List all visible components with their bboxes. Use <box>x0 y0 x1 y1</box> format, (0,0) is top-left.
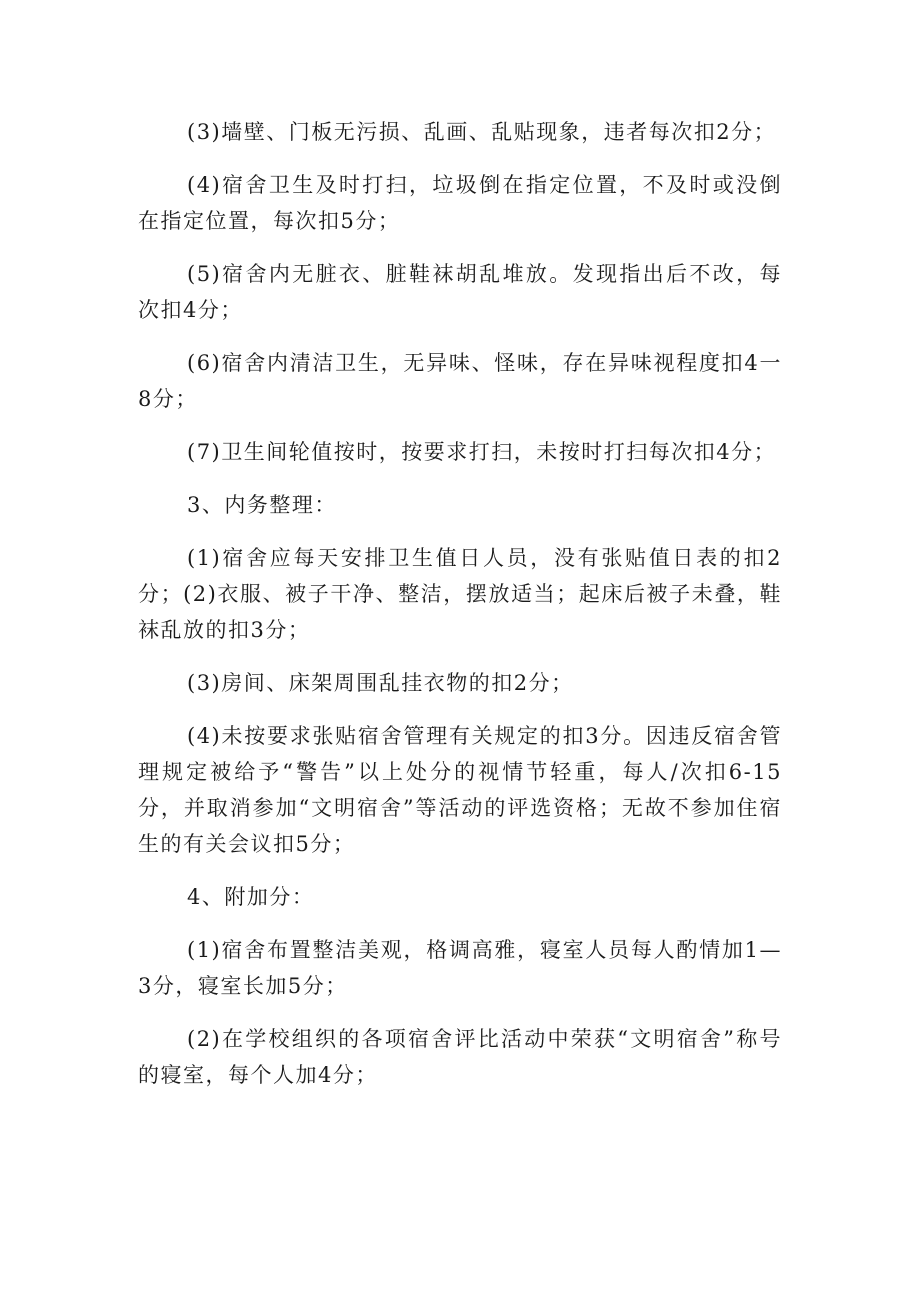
document-body <box>138 114 782 1110</box>
rule-item-3-wall: (3)墙壁、门板无污损、乱画、乱贴现象，违者每次扣2分； <box>187 120 777 144</box>
rule-item-6-odor: (6)宿舍内清洁卫生，无异味、怪味，存在异味视程度扣4一8分； <box>138 351 782 411</box>
bonus-item-1-decoration: (1)宿舍布置整洁美观，格调高雅，寝室人员每人酌情加1—3分，寝室长加5分； <box>138 938 782 998</box>
section-heading-bonus: 4、附加分： <box>187 885 315 909</box>
bonus-item-2-civilized-dorm: (2)在学校组织的各项宿舍评比活动中荣获“文明宿舍”称号的寝室，每个人加4分； <box>138 1027 782 1087</box>
rule-item-4-regulations: (4)未按要求张贴宿舍管理有关规定的扣3分。因违反宿舍管理规定被给予“警告”以上处分的视情节轻重，每人/次扣6-15分，并取消参加“文明宿舍”等活动的评选资格；无故不参加住宿生的有关会议扣5分； <box>138 724 782 856</box>
rule-item-3-hanging-clothes: (3)房间、床架周围乱挂衣物的扣2分； <box>187 671 574 695</box>
rule-item-1-2-duty-bedding: (1)宿舍应每天安排卫生值日人员，没有张贴值日表的扣2分；(2)衣服、被子干净、整洁，摆放适当；起床后被子未叠，鞋袜乱放的扣3分； <box>138 546 782 642</box>
section-heading-housekeeping: 3、内务整理： <box>187 493 337 517</box>
rule-item-5-laundry: (5)宿舍内无脏衣、脏鞋袜胡乱堆放。发现指出后不改，每次扣4分； <box>138 262 782 322</box>
rule-item-4-cleaning: (4)宿舍卫生及时打扫，垃圾倒在指定位置，不及时或没倒在指定位置，每次扣5分； <box>138 173 782 233</box>
rule-item-7-bathroom: (7)卫生间轮值按时，按要求打扫，未按时打扫每次扣4分； <box>187 440 777 464</box>
